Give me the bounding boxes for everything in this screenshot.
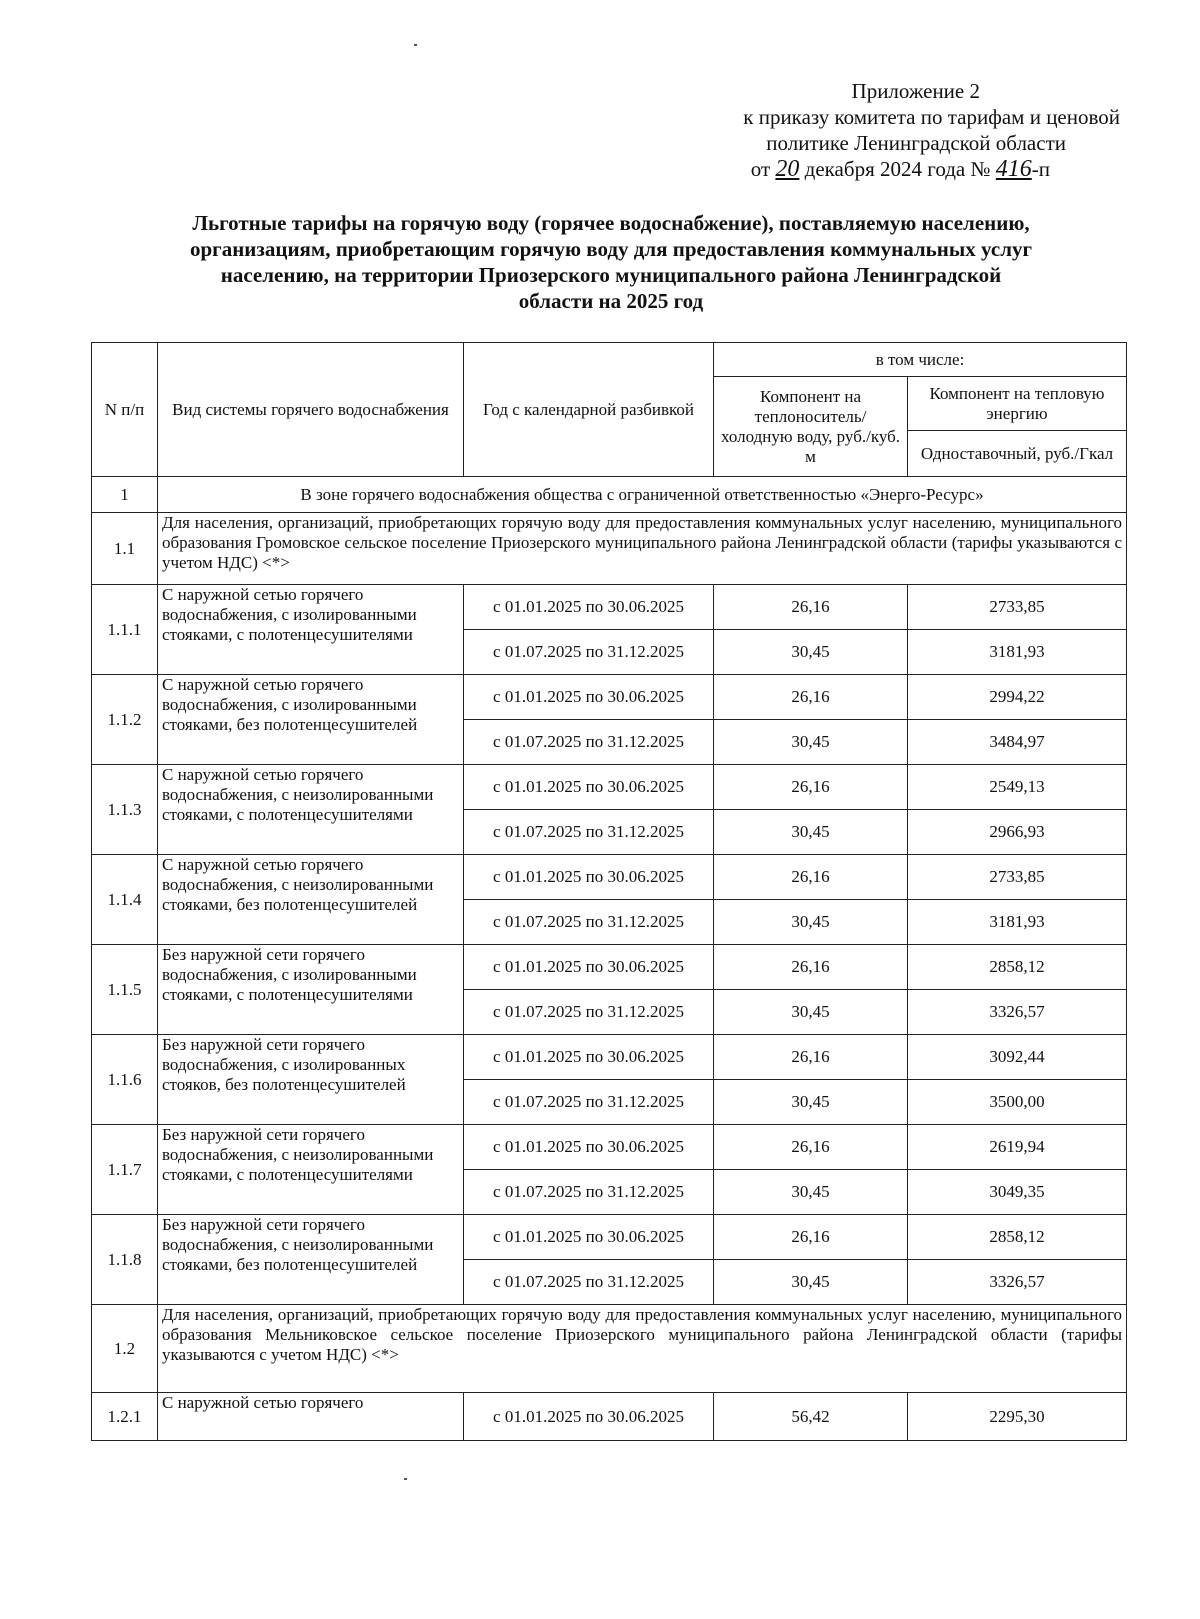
row-num: 1.1.4 xyxy=(92,855,158,945)
row-description: С наружной сетью горячего водоснабжения, с неизолированными стояками, с полотенцесушителями xyxy=(158,765,464,855)
section-title: В зоне горячего водоснабжения общества с ограниченной ответственностью «Энерго-Ресурс» xyxy=(158,477,1127,513)
row-period: с 01.07.2025 по 31.12.2025 xyxy=(464,630,714,675)
appendix-order-ref: к приказу комитета по тарифам и ценовой xyxy=(743,105,1120,129)
row-description: Без наружной сети горячего водоснабжения, с неизолированными стояками, без полотенцесушителей xyxy=(158,1215,464,1305)
header-row xyxy=(92,343,1127,377)
row-thermal-tariff: 3092,44 xyxy=(908,1035,1127,1080)
row-carrier-tariff: 26,16 xyxy=(714,585,908,630)
row-carrier-tariff: 26,16 xyxy=(714,1035,908,1080)
table-row xyxy=(92,675,1127,720)
row-period: с 01.07.2025 по 31.12.2025 xyxy=(464,990,714,1035)
title-line: населению, на территории Приозерского муниципального района Ленинградской xyxy=(220,263,1002,287)
row-period: с 01.01.2025 по 30.06.2025 xyxy=(464,675,714,720)
group-note: Для населения, организаций, приобретающих горячую воду для предоставления коммунальных услуг населению, муниципального образования Мельниковское сельское поселение Приозерского муниципального района Ленинградской области (тарифы указываются с учетом НДС) <*> xyxy=(158,1305,1127,1393)
row-num: 1.1.1 xyxy=(92,585,158,675)
row-period: с 01.01.2025 по 30.06.2025 xyxy=(464,765,714,810)
row-carrier-tariff: 26,16 xyxy=(714,675,908,720)
row-thermal-tariff: 3326,57 xyxy=(908,990,1127,1035)
row-thermal-tariff: 3181,93 xyxy=(908,900,1127,945)
row-period: с 01.07.2025 по 31.12.2025 xyxy=(464,720,714,765)
header-single-rate: Одноставочный, руб./Гкал xyxy=(908,431,1127,477)
row-period: с 01.07.2025 по 31.12.2025 xyxy=(464,1260,714,1305)
header-including: в том числе: xyxy=(714,343,1127,377)
row-description: С наружной сетью горячего водоснабжения, с изолированными стояками, с полотенцесушителями xyxy=(158,585,464,675)
group-num: 1.1 xyxy=(92,513,158,585)
row-carrier-tariff: 30,45 xyxy=(714,630,908,675)
row-carrier-tariff: 26,16 xyxy=(714,1125,908,1170)
header-thermal: Компонент на тепловую энергию xyxy=(908,377,1127,431)
row-thermal-tariff: 3326,57 xyxy=(908,1260,1127,1305)
row-period: с 01.07.2025 по 31.12.2025 xyxy=(464,810,714,855)
scan-speck xyxy=(414,44,417,46)
row-thermal-tariff: 3500,00 xyxy=(908,1080,1127,1125)
group-row xyxy=(92,513,1127,585)
row-carrier-tariff: 30,45 xyxy=(714,810,908,855)
row-num: 1.1.5 xyxy=(92,945,158,1035)
row-num: 1.1.6 xyxy=(92,1035,158,1125)
title-line: области на 2025 год xyxy=(518,289,704,313)
row-description: Без наружной сети горячего водоснабжения, с неизолированными стояками, с полотенцесушителями xyxy=(158,1125,464,1215)
table-row xyxy=(92,585,1127,630)
appendix-date-prefix: от xyxy=(750,157,771,181)
row-period: с 01.01.2025 по 30.06.2025 xyxy=(464,585,714,630)
appendix-committee: политике Ленинградской области xyxy=(766,131,1066,155)
row-period: с 01.01.2025 по 30.06.2025 xyxy=(464,1215,714,1260)
group-num: 1.2 xyxy=(92,1305,158,1393)
row-period: с 01.01.2025 по 30.06.2025 xyxy=(464,1393,714,1441)
table-row xyxy=(92,945,1127,990)
table-row xyxy=(92,855,1127,900)
row-carrier-tariff: 30,45 xyxy=(714,990,908,1035)
row-period: с 01.01.2025 по 30.06.2025 xyxy=(464,1125,714,1170)
row-thermal-tariff: 2858,12 xyxy=(908,945,1127,990)
appendix-number: Приложение 2 xyxy=(851,79,980,103)
row-period: с 01.01.2025 по 30.06.2025 xyxy=(464,855,714,900)
table-row xyxy=(92,1125,1127,1170)
row-thermal-tariff: 3181,93 xyxy=(908,630,1127,675)
appendix-date-suffix: -п xyxy=(1031,157,1050,181)
row-period: с 01.07.2025 по 31.12.2025 xyxy=(464,900,714,945)
group-note: Для населения, организаций, приобретающих горячую воду для предоставления коммунальных услуг населению, муниципального образования Громовское сельское поселение Приозерского муниципального района Ленинградской области (тарифы указываются с учетом НДС) <*> xyxy=(158,513,1127,585)
row-carrier-tariff: 30,45 xyxy=(714,720,908,765)
document-title xyxy=(96,210,1126,314)
header-num: N п/п xyxy=(92,343,158,477)
row-carrier-tariff: 26,16 xyxy=(714,855,908,900)
row-thermal-tariff: 2994,22 xyxy=(908,675,1127,720)
title-line: организациям, приобретающим горячую воду для предоставления коммунальных услуг xyxy=(189,237,1033,261)
tariffs-table xyxy=(91,342,1127,1441)
table-row xyxy=(92,1393,1127,1441)
header-system: Вид системы горячего водоснабжения xyxy=(158,343,464,477)
row-carrier-tariff: 26,16 xyxy=(714,765,908,810)
row-thermal-tariff: 2733,85 xyxy=(908,585,1127,630)
row-carrier-tariff: 30,45 xyxy=(714,1260,908,1305)
table-row xyxy=(92,1035,1127,1080)
row-thermal-tariff: 2619,94 xyxy=(908,1125,1127,1170)
scan-speck xyxy=(404,1478,407,1480)
row-carrier-tariff: 30,45 xyxy=(714,1080,908,1125)
row-carrier-tariff: 26,16 xyxy=(714,945,908,990)
row-description: С наружной сетью горячего водоснабжения, с неизолированными стояками, без полотенцесушителей xyxy=(158,855,464,945)
group-row xyxy=(92,1305,1127,1393)
appendix-date-mid: декабря 2024 года № xyxy=(804,157,991,181)
appendix-header xyxy=(600,78,1120,182)
row-thermal-tariff: 2549,13 xyxy=(908,765,1127,810)
row-num: 1.1.8 xyxy=(92,1215,158,1305)
row-period: с 01.07.2025 по 31.12.2025 xyxy=(464,1170,714,1215)
row-thermal-tariff: 3484,97 xyxy=(908,720,1127,765)
appendix-date-line xyxy=(600,156,1120,182)
row-num: 1.1.3 xyxy=(92,765,158,855)
row-thermal-tariff: 3049,35 xyxy=(908,1170,1127,1215)
row-description: С наружной сетью горячего xyxy=(158,1393,464,1441)
handwritten-day: 20 xyxy=(775,156,800,182)
header-year: Год с календарной разбивкой xyxy=(464,343,714,477)
title-line: Льготные тарифы на горячую воду (горячее водоснабжение), поставляемую населению, xyxy=(192,211,1030,235)
row-thermal-tariff: 2858,12 xyxy=(908,1215,1127,1260)
row-num: 1.1.2 xyxy=(92,675,158,765)
handwritten-order-number: 416 xyxy=(995,156,1032,182)
row-description: Без наружной сети горячего водоснабжения, с изолированными стояками, с полотенцесушителями xyxy=(158,945,464,1035)
header-carrier: Компонент на теплоноситель/ холодную воду, руб./куб. м xyxy=(714,377,908,477)
row-description: С наружной сетью горячего водоснабжения, с изолированными стояками, без полотенцесушителей xyxy=(158,675,464,765)
row-thermal-tariff: 2733,85 xyxy=(908,855,1127,900)
row-description: Без наружной сети горячего водоснабжения, с изолированных стояков, без полотенцесушителей xyxy=(158,1035,464,1125)
row-thermal-tariff: 2966,93 xyxy=(908,810,1127,855)
row-period: с 01.01.2025 по 30.06.2025 xyxy=(464,945,714,990)
section-num: 1 xyxy=(92,477,158,513)
row-num: 1.2.1 xyxy=(92,1393,158,1441)
row-carrier-tariff: 56,42 xyxy=(714,1393,908,1441)
row-period: с 01.07.2025 по 31.12.2025 xyxy=(464,1080,714,1125)
row-carrier-tariff: 26,16 xyxy=(714,1215,908,1260)
row-thermal-tariff: 2295,30 xyxy=(908,1393,1127,1441)
row-num: 1.1.7 xyxy=(92,1125,158,1215)
row-carrier-tariff: 30,45 xyxy=(714,1170,908,1215)
row-carrier-tariff: 30,45 xyxy=(714,900,908,945)
table-row xyxy=(92,765,1127,810)
section-row xyxy=(92,477,1127,513)
row-period: с 01.01.2025 по 30.06.2025 xyxy=(464,1035,714,1080)
table-row xyxy=(92,1215,1127,1260)
